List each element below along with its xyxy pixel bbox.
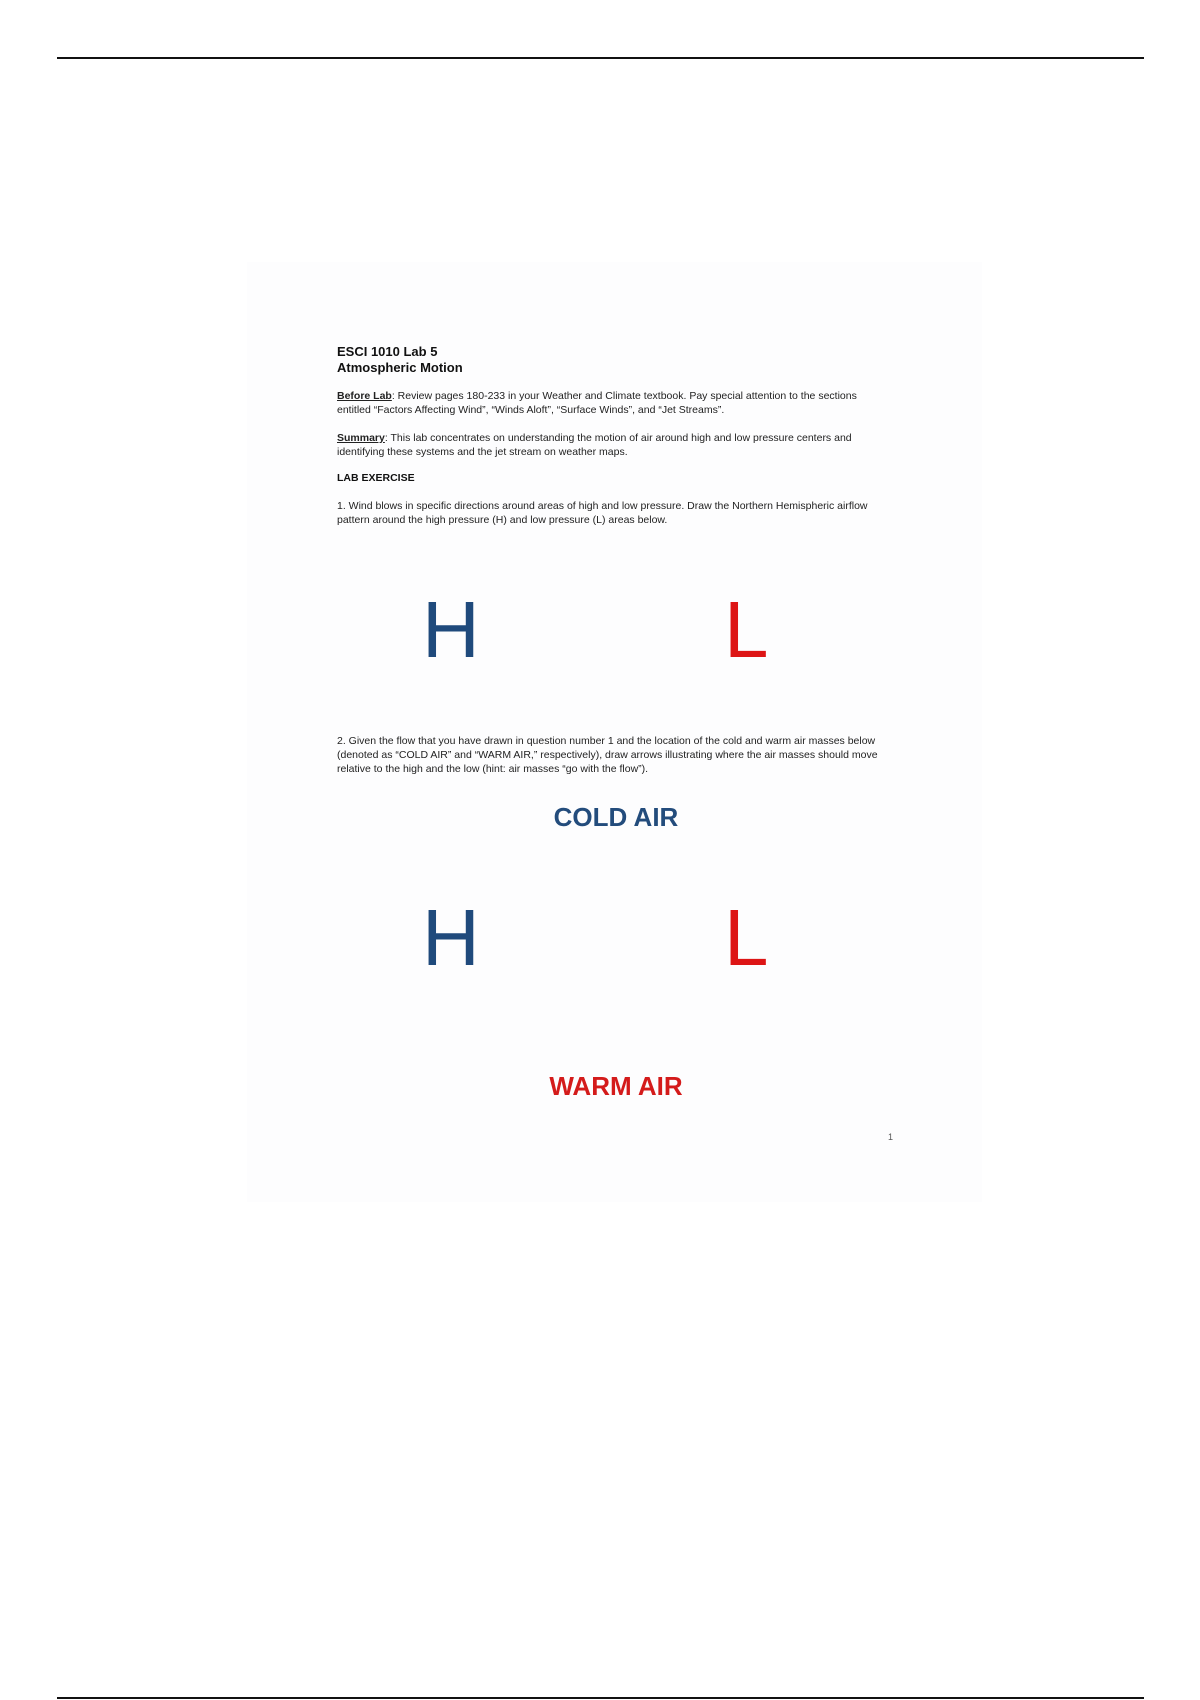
cold-air-label: COLD AIR [553,802,679,832]
lab-exercise-heading: LAB EXERCISE [337,472,415,484]
question-1: 1. Wind blows in specific directions around areas of high and low pressure. Draw the Northern Hemispheric airflow pattern around the high pressure (H) and low pressure (L) areas below. [337,500,868,526]
top-rule [57,57,1144,59]
page-number: 1 [888,1132,894,1142]
before-lab-text: : Review pages 180-233 in your Weather and Climate textbook. Pay special attention to the sections entitled “Factors Affecting Wind”, “Winds Aloft”, “Surface Winds”, and “Jet Streams”. [337,390,857,416]
summary-text: : This lab concentrates on understanding the motion of air around high and low pressure centers and identifying these systems and the jet stream on weather maps. [337,432,852,458]
document-title-line-2: Atmospheric Motion [337,360,463,375]
bottom-rule [57,1697,1144,1699]
summary-lead: Summary [337,432,385,444]
figure1-high-label: H [422,585,480,674]
before-lab-lead: Before Lab [337,390,392,402]
document-title-line-1: ESCI 1010 Lab 5 [337,344,438,359]
figure1-low-label: L [724,585,769,674]
summary-paragraph [337,431,892,459]
document-header [337,344,892,527]
warm-air-label: WARM AIR [549,1071,683,1101]
before-lab-paragraph [337,389,892,417]
question-2: 2. Given the flow that you have drawn in question number 1 and the location of the cold and warm air masses below (denoted as “COLD AIR” and “WARM AIR,” respectively), draw arrows illustrating where the air masses should move relative to the high and the low (hint: air masses “go with the flow”). [337,735,878,775]
figure2-high-label: H [422,893,480,982]
figure2-low-label: L [724,893,769,982]
